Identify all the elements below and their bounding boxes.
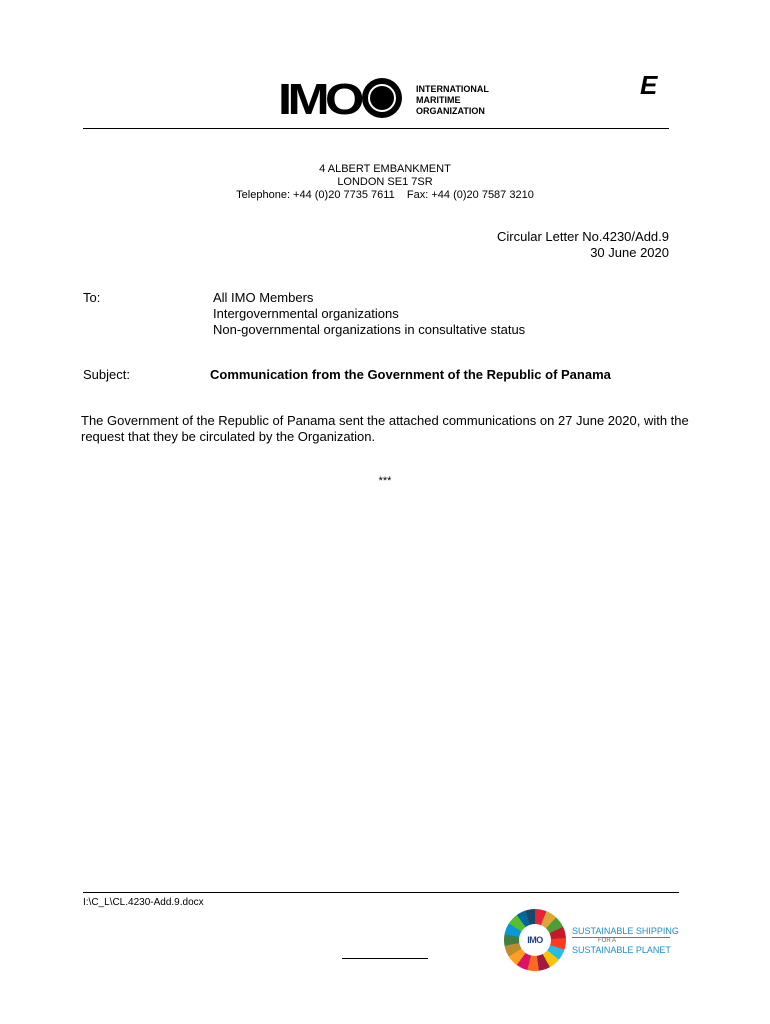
- sustainable-shipping-slogan: [572, 926, 679, 956]
- recipient-line: Intergovernmental organizations: [213, 306, 399, 321]
- sdg-imo-text: IMO: [527, 935, 543, 945]
- recipient-line: All IMO Members: [213, 290, 314, 305]
- footer-divider: [83, 892, 679, 893]
- header-divider: [83, 128, 669, 129]
- language-code: E: [640, 70, 658, 100]
- circular-letter-number: Circular Letter No.4230/Add.9: [497, 229, 669, 244]
- slogan-line-3: SUSTAINABLE PLANET: [572, 945, 671, 955]
- org-name-line-2: MARITIME: [416, 95, 461, 105]
- recipients-list: [213, 290, 525, 338]
- letter-date: 30 June 2020: [590, 245, 669, 260]
- imo-logo: [278, 76, 498, 122]
- recipient-line: Non-governmental organizations in consultative status: [213, 322, 526, 337]
- slogan-divider: [572, 937, 670, 938]
- file-path: I:\C_L\CL.4230-Add.9.docx: [83, 897, 204, 908]
- sdg-wheel-icon: [504, 909, 566, 971]
- to-label: To:: [83, 290, 101, 305]
- contact-line: [0, 189, 770, 202]
- subject-text: Communication from the Government of the Republic of Panama: [210, 367, 611, 382]
- org-name-line-3: ORGANIZATION: [416, 106, 485, 116]
- imo-seal-icon: [362, 78, 402, 118]
- fax: Fax: +44 (0)20 7587 3210: [406, 189, 534, 201]
- organization-name: [416, 84, 489, 117]
- slogan-line-1: SUSTAINABLE SHIPPING: [572, 926, 679, 936]
- body-paragraph: The Government of the Republic of Panama sent the attached communications on 27 June 2020, with the request that they be circulated by the Organization.: [81, 413, 689, 444]
- slogan-line-2: FOR A: [598, 938, 617, 944]
- telephone: Telephone: +44 (0)20 7735 7611: [236, 189, 395, 201]
- end-rule: [342, 958, 428, 959]
- address-line-2: LONDON SE1 7SR: [337, 176, 433, 188]
- address-line-1: 4 ALBERT EMBANKMENT: [319, 163, 451, 175]
- imo-logo-letters: IMO: [278, 75, 360, 124]
- subject-label: Subject:: [83, 367, 130, 382]
- separator-stars: ***: [378, 475, 392, 487]
- org-name-line-1: INTERNATIONAL: [416, 84, 489, 94]
